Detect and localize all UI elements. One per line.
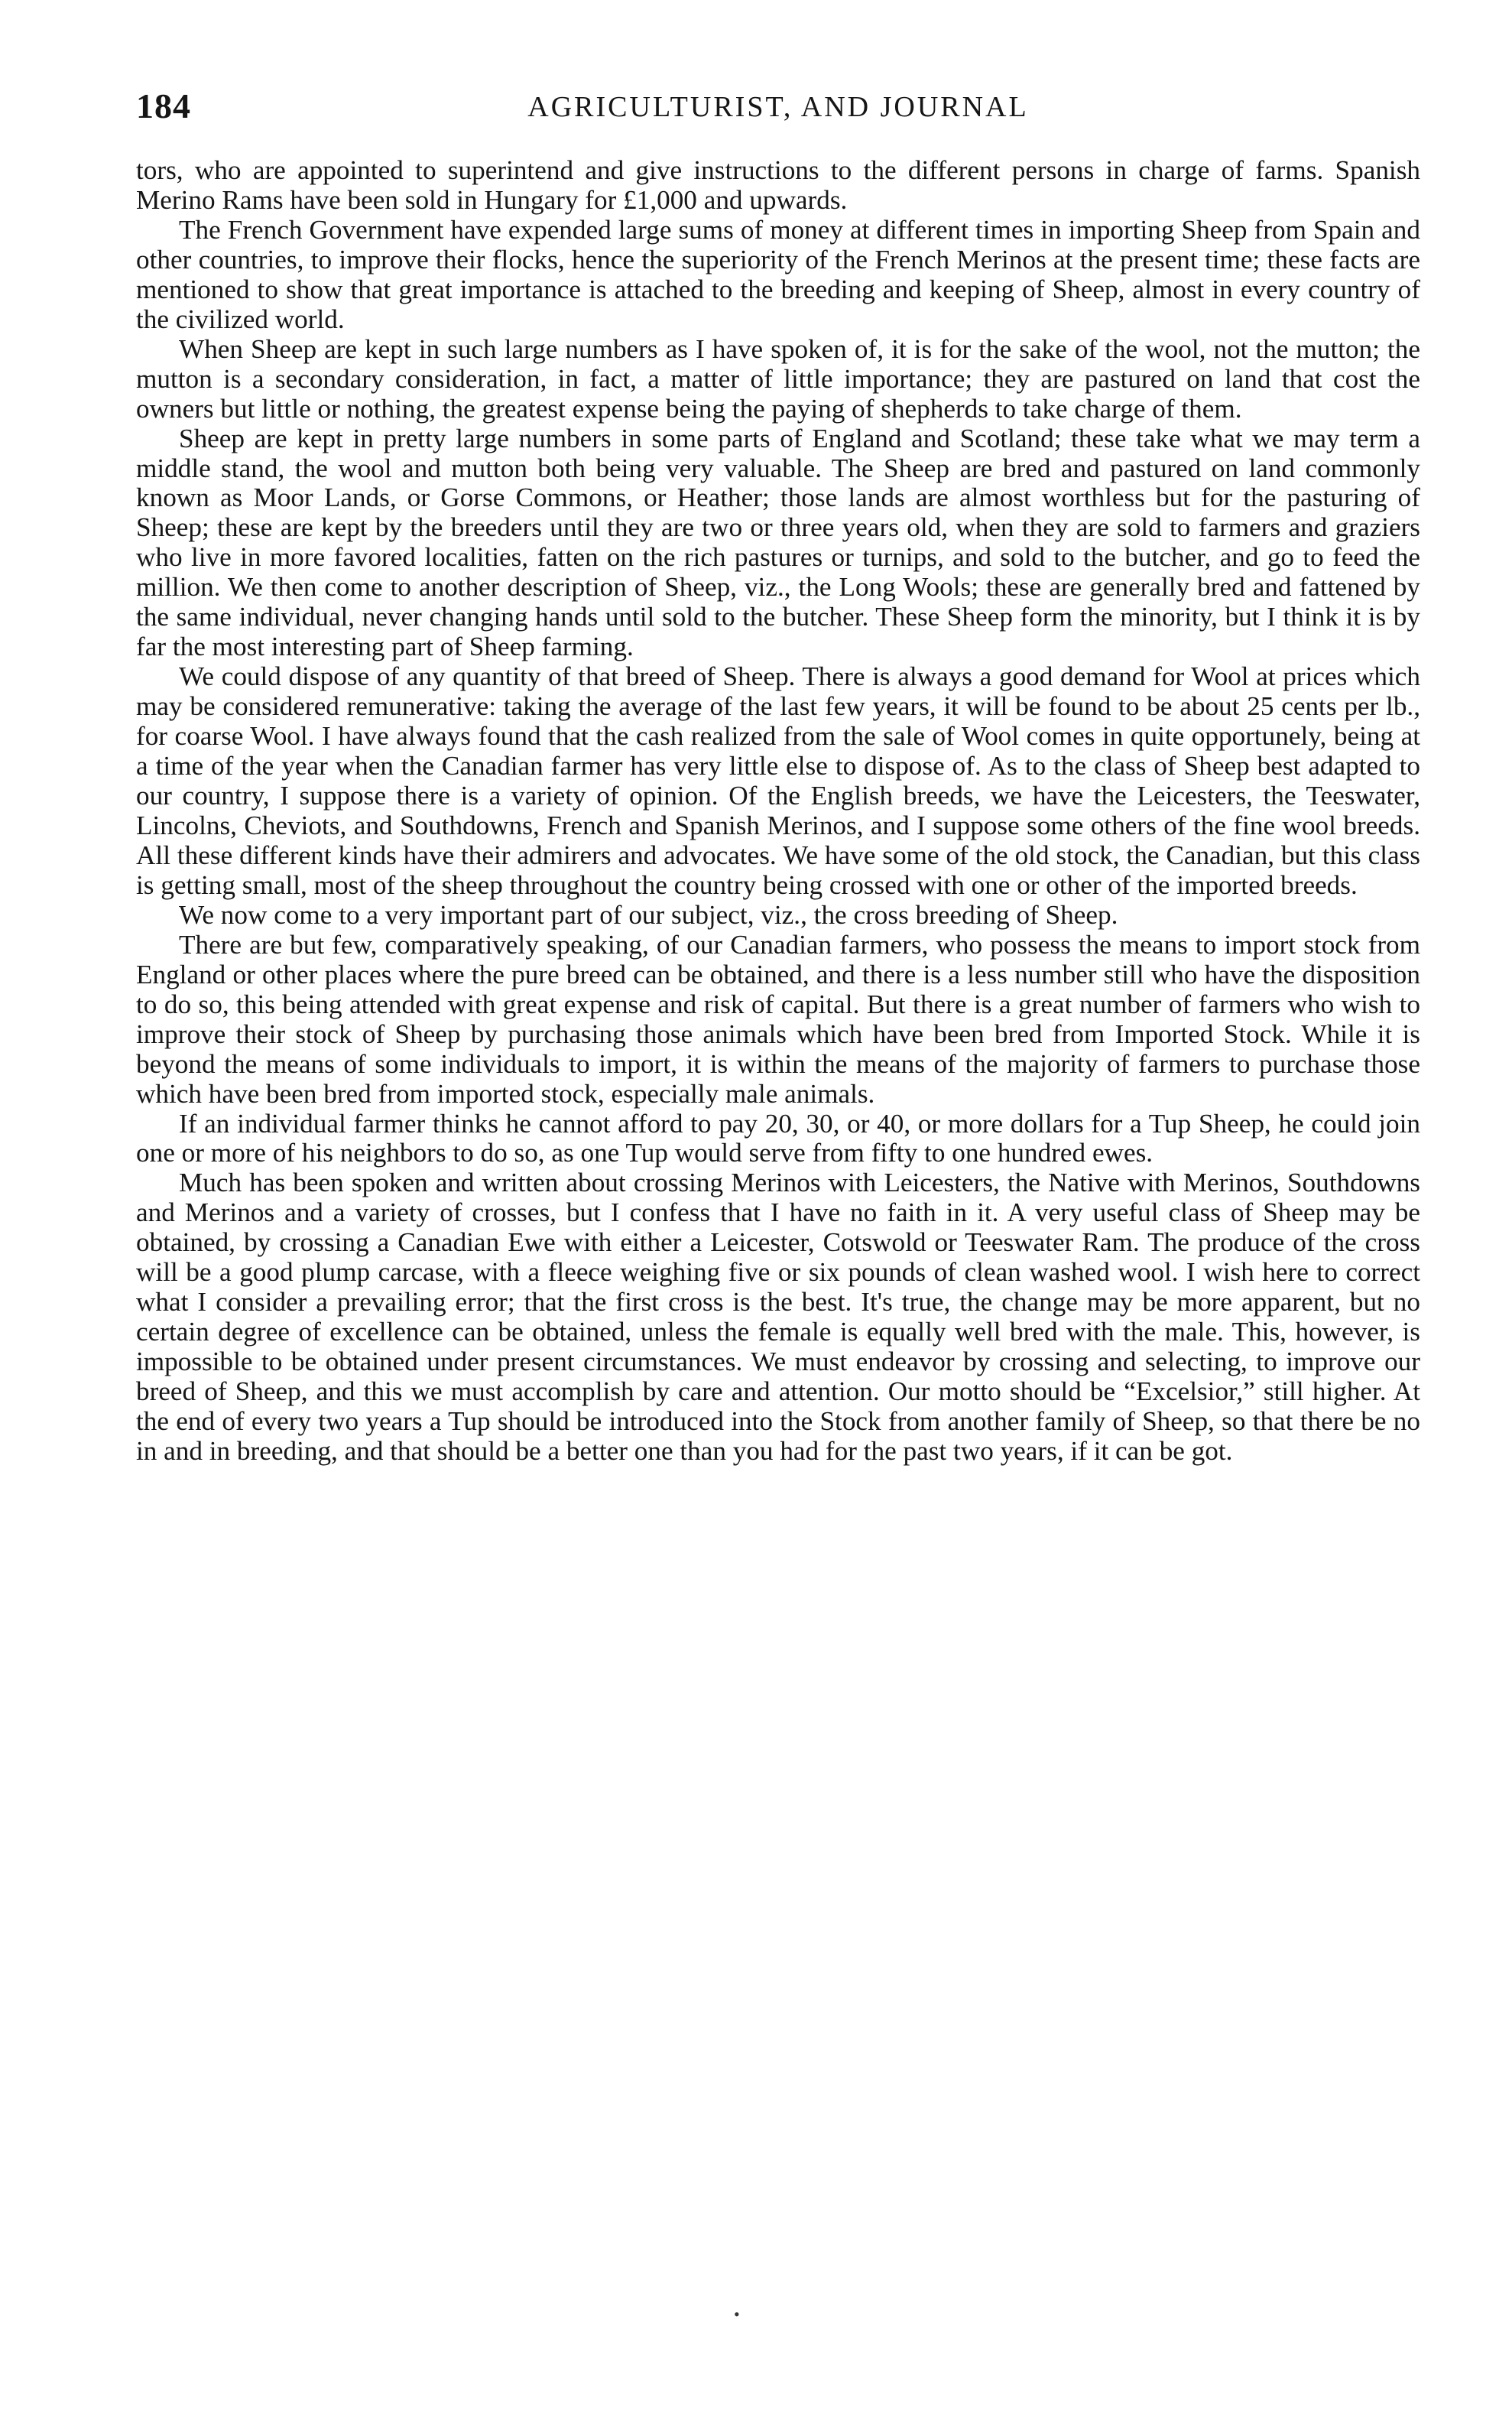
page-bottom-mark: • bbox=[734, 2305, 740, 2324]
article-body bbox=[136, 156, 1420, 1467]
paragraph-tup-sheep: If an individual farmer thinks he cannot afford to pay 20, 30, or 40, or more dollars for a Tup Sheep, he could join one or more of his neighbors to do so, as one Tup would serve from fifty to one hundred ewes. bbox=[136, 1108, 1420, 1168]
paragraph-crossing-merinos: Much has been spoken and written about crossing Merinos with Leicesters, the Native with Merinos, Southdowns and Merinos and a variety of crosses, but I confess that I have no faith in it. A very useful class of Sheep may be obtained, by crossing a Canadian Ewe with either a Leicester, Cotswold or Teeswater Ram. The produce of the cross will be a good plump carcase, with a fleece weighing five or six pounds of clean washed wool. I wish here to correct what I consider a prevailing error; that the first cross is the best. It's true, the change may be more apparent, but no certain degree of excellence can be obtained, unless the female is equally well bred with the male. This, however, is impossible to be obtained under present circumstances. We must endeavor by crossing and selecting, to improve our breed of Sheep, and this we must accomplish by care and attention. Our motto should be “Excelsior,” still higher. At the end of every two years a Tup should be introduced into the Stock from another family of Sheep, so that there be no in and in breeding, and that should be a better one than you had for the past two years, if it can be got. bbox=[136, 1168, 1420, 1466]
journal-title: AGRICULTURIST, AND JOURNAL bbox=[527, 91, 1029, 123]
paragraph-england-scotland: Sheep are kept in pretty large numbers in some parts of England and Scotland; these take what we may term a middle stand, the wool and mutton both being very valuable. The Sheep are bred and pastured on land commonly known as Moor Lands, or Gorse Commons, or Heather; those lands are almost worthless but for the pasturing of Sheep; these are kept by the breeders until they are two or three years old, when they are sold to farmers and graziers who live in more favored localities, fatten on the rich pastures or turnips, and sold to the butcher, and go to feed the million. We then come to another description of Sheep, viz., the Long Wools; these are generally bred and fattened by the same individual, never changing hands until sold to the butcher. These Sheep form the minority, but I think it is by far the most interesting part of Sheep farming. bbox=[136, 423, 1420, 662]
paragraph-wool-demand: We could dispose of any quantity of that breed of Sheep. There is always a good demand for Wool at prices which may be considered remunerative: taking the average of the last few years, it will be found to be about 25 cents per lb., for coarse Wool. I have always found that the cash realized from the sale of Wool comes in quite opportunely, being at a time of the year when the Canadian farmer has very little else to dispose of. As to the class of Sheep best adapted to our country, I suppose there is a variety of opinion. Of the English breeds, we have the Leicesters, the Teeswater, Lincolns, Cheviots, and Southdowns, French and Spanish Merinos, and I suppose some others of the fine wool breeds. All these different kinds have their admirers and advocates. We have some of the old stock, the Canadian, but this class is getting small, most of the sheep throughout the country being crossed with one or other of the imported breeds. bbox=[136, 661, 1420, 900]
paragraph-cross-breeding-intro: We now come to a very important part of our subject, viz., the cross breeding of Sheep. bbox=[179, 899, 1118, 930]
paragraph-large-numbers: When Sheep are kept in such large numbers as I have spoken of, it is for the sake of the wool, not the mutton; the mutton is a secondary consideration, in fact, a matter of little importance; they are pastured on land that cost the owners but little or nothing, the greatest expense being the paying of shepherds to take charge of them. bbox=[136, 333, 1420, 424]
paragraph-french-government: The French Government have expended large sums of money at different times in importing Sheep from Spain and other countries, to improve their flocks, hence the superiority of the French Merinos at the present time; these facts are mentioned to show that great importance is attached to the breeding and keeping of Sheep, almost in every country of the civilized world. bbox=[136, 214, 1420, 334]
page-number: 184 bbox=[136, 86, 191, 125]
paragraph-continuation: tors, who are appointed to superintend and give instructions to the different persons in charge of farms. Spanish Merino Rams have been sold in Hungary for £1,000 and upwards. bbox=[136, 155, 1420, 215]
paragraph-canadian-farmers: There are but few, comparatively speaking, of our Canadian farmers, who possess the means to import stock from England or other places where the pure breed can be obtained, and there is a less number still who have the disposition to do so, this being attended with great expense and risk of capital. But there is a great number of farmers who wish to improve their stock of Sheep by purchasing those animals which have been bred from Imported Stock. While it is beyond the means of some individuals to import, it is within the means of the majority of farmers to purchase those which have been bred from imported stock, especially male animals. bbox=[136, 929, 1420, 1109]
running-head bbox=[136, 86, 1420, 132]
